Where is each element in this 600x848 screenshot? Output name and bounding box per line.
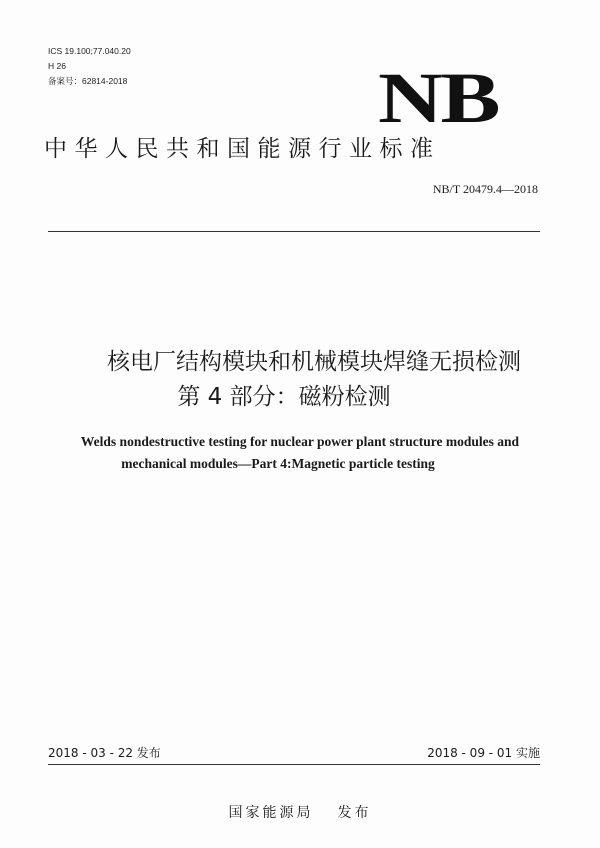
issue-date: 2018 - 03 - 22 发布 [48, 746, 161, 760]
top-divider [48, 231, 540, 232]
issuer-action: 发布 [337, 805, 372, 821]
record-number: 备案号：62814-2018 [48, 76, 128, 86]
standard-code: NB/T 20479.4—2018 [432, 182, 538, 196]
chinese-title-line-1: 核电厂结构模块和机械模块焊缝无损检测 [107, 349, 521, 375]
standard-category-title: 中华人民共和国能源行业标准 [44, 136, 441, 162]
ics-code: ICS 19.100;77.040.20 [48, 46, 131, 56]
nb-logo: NB [378, 58, 499, 138]
chinese-title-line-2: 第 4 部分：磁粉检测 [177, 384, 391, 410]
english-title-line-1: Welds nondestructive testing for nuclear power plant structure modules and [80, 434, 520, 449]
implementation-date: 2018 - 09 - 01 实施 [427, 746, 540, 760]
classification-block [48, 44, 131, 89]
issuer-line [0, 802, 600, 822]
issuer-name: 国家能源局 [228, 805, 314, 821]
ccs-code: H 26 [48, 61, 66, 71]
bottom-divider [48, 764, 540, 765]
english-title-line-2: mechanical modules—Part 4:Magnetic particle testing [121, 456, 435, 471]
